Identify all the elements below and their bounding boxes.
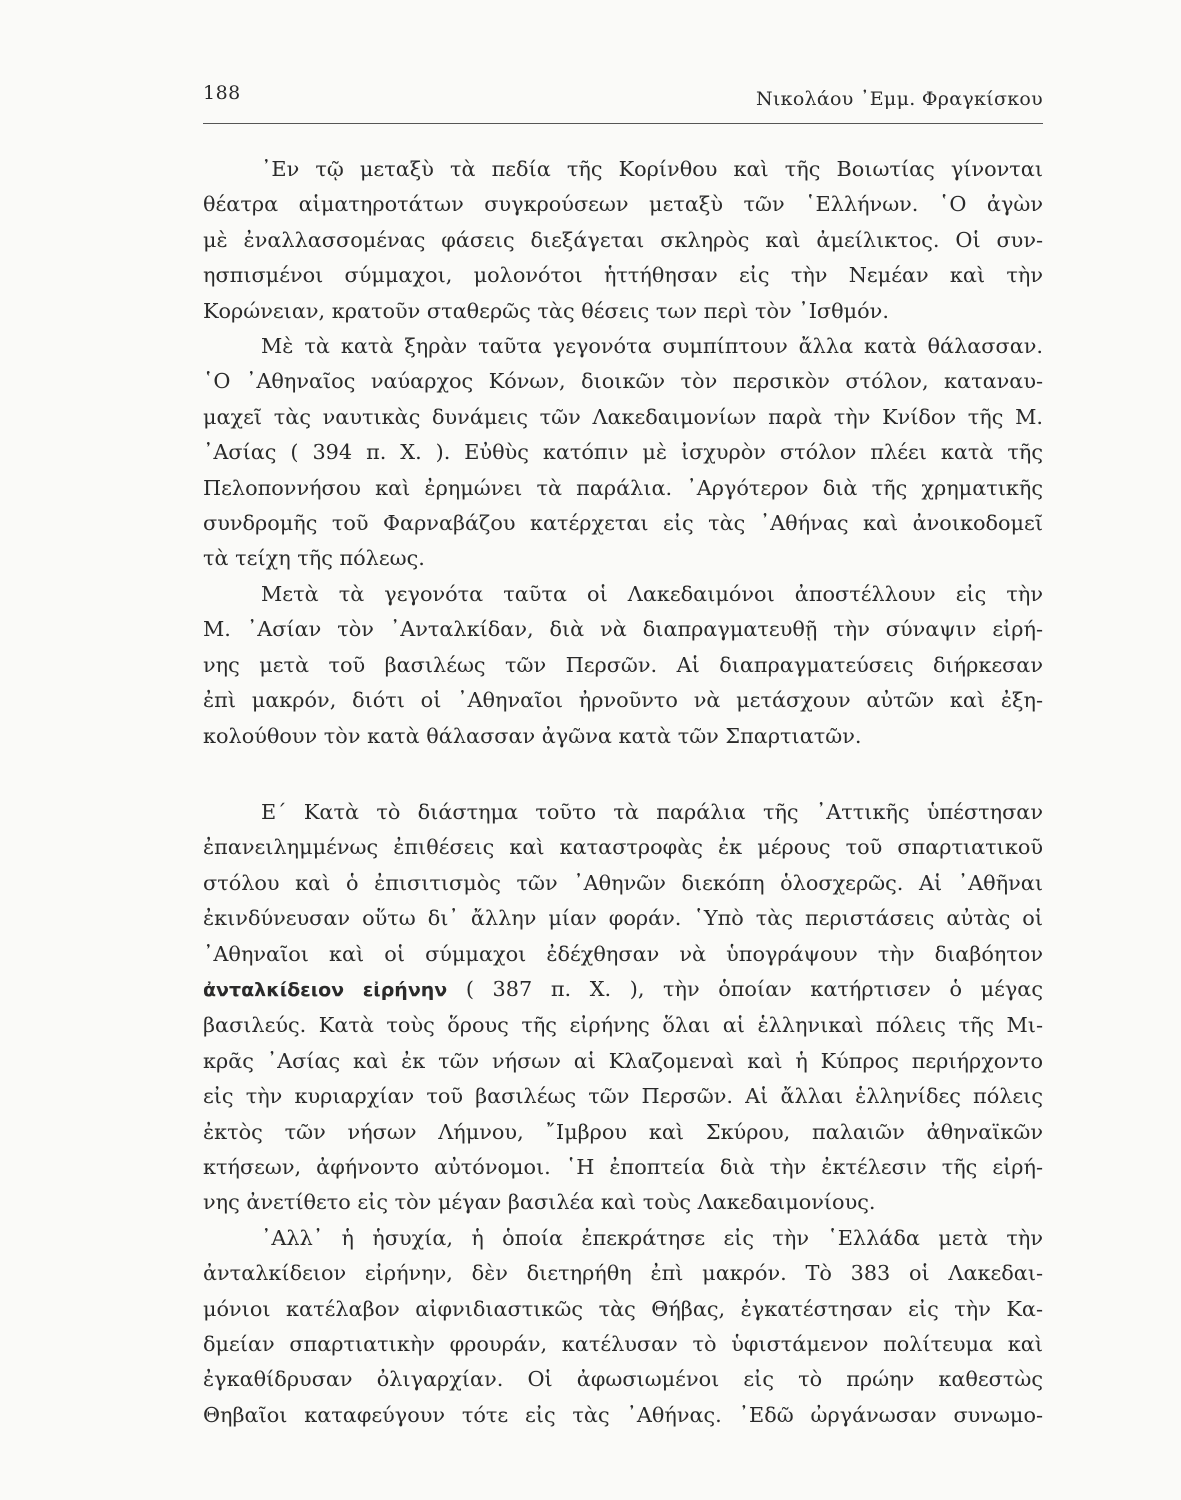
text-line: Πελοποννήσου καὶ ἐρημώνει τὰ παράλια. ᾿Αργότερον διὰ τῆς χρηματικῆς bbox=[203, 475, 1043, 500]
text-line: κρᾶς ᾿Ασίας καὶ ἐκ τῶν νήσων αἱ Κλαζομεναὶ καὶ ἡ Κύπρος περιήρχοντο bbox=[203, 1048, 1043, 1073]
text-span: ( 387 π. Χ. ), τὴν ὁποίαν κατήρτισεν ὁ μέγας bbox=[447, 976, 1043, 1001]
text-line: ᾿Αθηναῖοι καὶ οἱ σύμμαχοι ἐδέχθησαν νὰ ὑπογράψουν τὴν διαβόητον bbox=[203, 941, 1043, 966]
paragraph-2 bbox=[203, 329, 1043, 577]
text-line: στόλου καὶ ὁ ἐπισιτισμὸς τῶν ᾿Αθηνῶν διεκόπη ὁλοσχερῶς. Αἱ ᾿Αθῆναι bbox=[203, 870, 1043, 895]
text-line: Θηβαῖοι καταφεύγουν τότε εἰς τὰς ᾿Αθήνας. ᾿Εδῶ ὠργάνωσαν συνωμο- bbox=[203, 1402, 1043, 1427]
running-head: Νικολάου ᾿Εμμ. Φραγκίσκου bbox=[755, 88, 1043, 110]
text-line: Ε΄ Κατὰ τὸ διάστημα τοῦτο τὰ παράλια τῆς ᾿Αττικῆς ὑπέστησαν bbox=[261, 799, 1043, 824]
paragraph-5 bbox=[203, 1221, 1043, 1433]
text-line: ἐπὶ μακρόν, διότι οἱ ᾿Αθηναῖοι ἠρνοῦντο νὰ μετάσχουν αὐτῶν καὶ ἐξη- bbox=[203, 688, 1043, 713]
text-line: βασιλεύς. Κατὰ τοὺς ὅρους τῆς εἰρήνης ὅλαι αἱ ἑλληνικαὶ πόλεις τῆς Μι- bbox=[203, 1013, 1043, 1038]
text-line: τὰ τείχη τῆς πόλεως. bbox=[203, 546, 425, 571]
text-line: δμείαν σπαρτιατικὴν φρουράν, κατέλυσαν τὸ ὑφιστάμενον πολίτευμα καὶ bbox=[203, 1332, 1043, 1356]
text-line: νης ἀνετίθετο εἰς τὸν μέγαν βασιλέα καὶ τοὺς Λακεδαιμονίους. bbox=[203, 1190, 876, 1215]
section-gap bbox=[203, 754, 1043, 795]
text-line: Μὲ τὰ κατὰ ξηρὰν ταῦτα γεγονότα συμπίπτουν ἄλλα κατὰ θάλασσαν. bbox=[261, 334, 1043, 359]
text-line: ᾿Αλλ᾿ ἡ ἡσυχία, ἡ ὁποία ἐπεκράτησε εἰς τὴν ῾Ελλάδα μετὰ τὴν bbox=[261, 1225, 1043, 1250]
text-line: Κορώνειαν, κρατοῦν σταθερῶς τὰς θέσεις των περὶ τὸν ᾿Ισθμόν. bbox=[203, 298, 889, 323]
text-line: ῾Ο ᾿Αθηναῖος ναύαρχος Κόνων, διοικῶν τὸν περσικὸν στόλον, καταναυ- bbox=[203, 369, 1043, 394]
text-line: ἐκινδύνευσαν οὕτω δι᾿ ἄλλην μίαν φοράν. ῾Υπὸ τὰς περιστάσεις αὐτὰς οἱ bbox=[203, 906, 1043, 931]
bold-term: ἀνταλκίδειον εἰρήνην bbox=[203, 978, 448, 1001]
text-line: κολούθουν τὸν κατὰ θάλασσαν ἀγῶνα κατὰ τῶν Σπαρτιατῶν. bbox=[203, 723, 862, 748]
text-line: συνδρομῆς τοῦ Φαρναβάζου κατέρχεται εἰς τὰς ᾿Αθήνας καὶ ἀνοικοδομεῖ bbox=[203, 511, 1043, 536]
text-line: ησπισμένοι σύμμαχοι, μολονότοι ἡττήθησαν εἰς τὴν Νεμέαν καὶ τὴν bbox=[203, 263, 1043, 288]
header-rule bbox=[203, 123, 1043, 124]
body-text bbox=[203, 152, 1043, 1433]
text-line bbox=[203, 972, 1043, 1008]
text-line: ἐπανειλημμένως ἐπιθέσεις καὶ καταστροφὰς ἐκ μέρους τοῦ σπαρτιατικοῦ bbox=[203, 835, 1043, 860]
text-line: νης μετὰ τοῦ βασιλέως τῶν Περσῶν. Αἱ διαπραγματεύσεις διήρκεσαν bbox=[203, 652, 1043, 677]
text-line: μὲ ἐναλλασσομένας φάσεις διεξάγεται σκληρὸς καὶ ἀμείλικτος. Οἱ συν- bbox=[203, 227, 1043, 252]
text-line: ᾿Εν τῷ μεταξὺ τὰ πεδία τῆς Κορίνθου καὶ τῆς Βοιωτίας γίνονται bbox=[261, 157, 1043, 181]
page-number: 188 bbox=[203, 82, 241, 104]
page-header bbox=[203, 78, 1043, 108]
paragraph-4 bbox=[203, 795, 1043, 1221]
text-line: ᾿Ασίας ( 394 π. Χ. ). Εὐθὺς κατόπιν μὲ ἰσχυρὸν στόλον πλέει κατὰ τῆς bbox=[203, 440, 1043, 465]
text-line: κτήσεων, ἀφήνοντο αὐτόνομοι. ῾Η ἐποπτεία διὰ τὴν ἐκτέλεσιν τῆς εἰρή- bbox=[203, 1154, 1043, 1179]
text-line: ἐγκαθίδρυσαν ὀλιγαρχίαν. Οἱ ἀφωσιωμένοι εἰς τὸ πρώην καθεστὼς bbox=[203, 1367, 1043, 1392]
paragraph-1 bbox=[203, 152, 1043, 329]
text-line: Μ. ᾿Ασίαν τὸν ᾿Ανταλκίδαν, διὰ νὰ διαπραγματευθῇ τὴν σύναψιν εἰρή- bbox=[203, 617, 1043, 642]
text-line: μαχεῖ τὰς ναυτικὰς δυνάμεις τῶν Λακεδαιμονίων παρὰ τὴν Κνίδον τῆς Μ. bbox=[203, 404, 1043, 429]
text-line: μόνιοι κατέλαβον αἰφνιδιαστικῶς τὰς Θήβας, ἐγκατέστησαν εἰς τὴν Κα- bbox=[203, 1296, 1043, 1321]
text-line: ἐκτὸς τῶν νήσων Λήμνου, ῎Ιμβρου καὶ Σκύρου, παλαιῶν ἀθηναϊκῶν bbox=[203, 1119, 1043, 1144]
text-line: θέατρα αἱματηροτάτων συγκρούσεων μεταξὺ τῶν ῾Ελλήνων. ῾Ο ἀγὼν bbox=[203, 192, 1043, 217]
text-line: εἰς τὴν κυριαρχίαν τοῦ βασιλέως τῶν Περσῶν. Αἱ ἄλλαι ἑλληνίδες πόλεις bbox=[203, 1084, 1043, 1109]
text-line: ἀνταλκίδειον εἰρήνην, δὲν διετηρήθη ἐπὶ μακρόν. Τὸ 383 οἱ Λακεδαι- bbox=[203, 1261, 1043, 1286]
paragraph-3 bbox=[203, 577, 1043, 754]
text-line: Μετὰ τὰ γεγονότα ταῦτα οἱ Λακεδαιμόνοι ἀποστέλλουν εἰς τὴν bbox=[261, 581, 1043, 606]
